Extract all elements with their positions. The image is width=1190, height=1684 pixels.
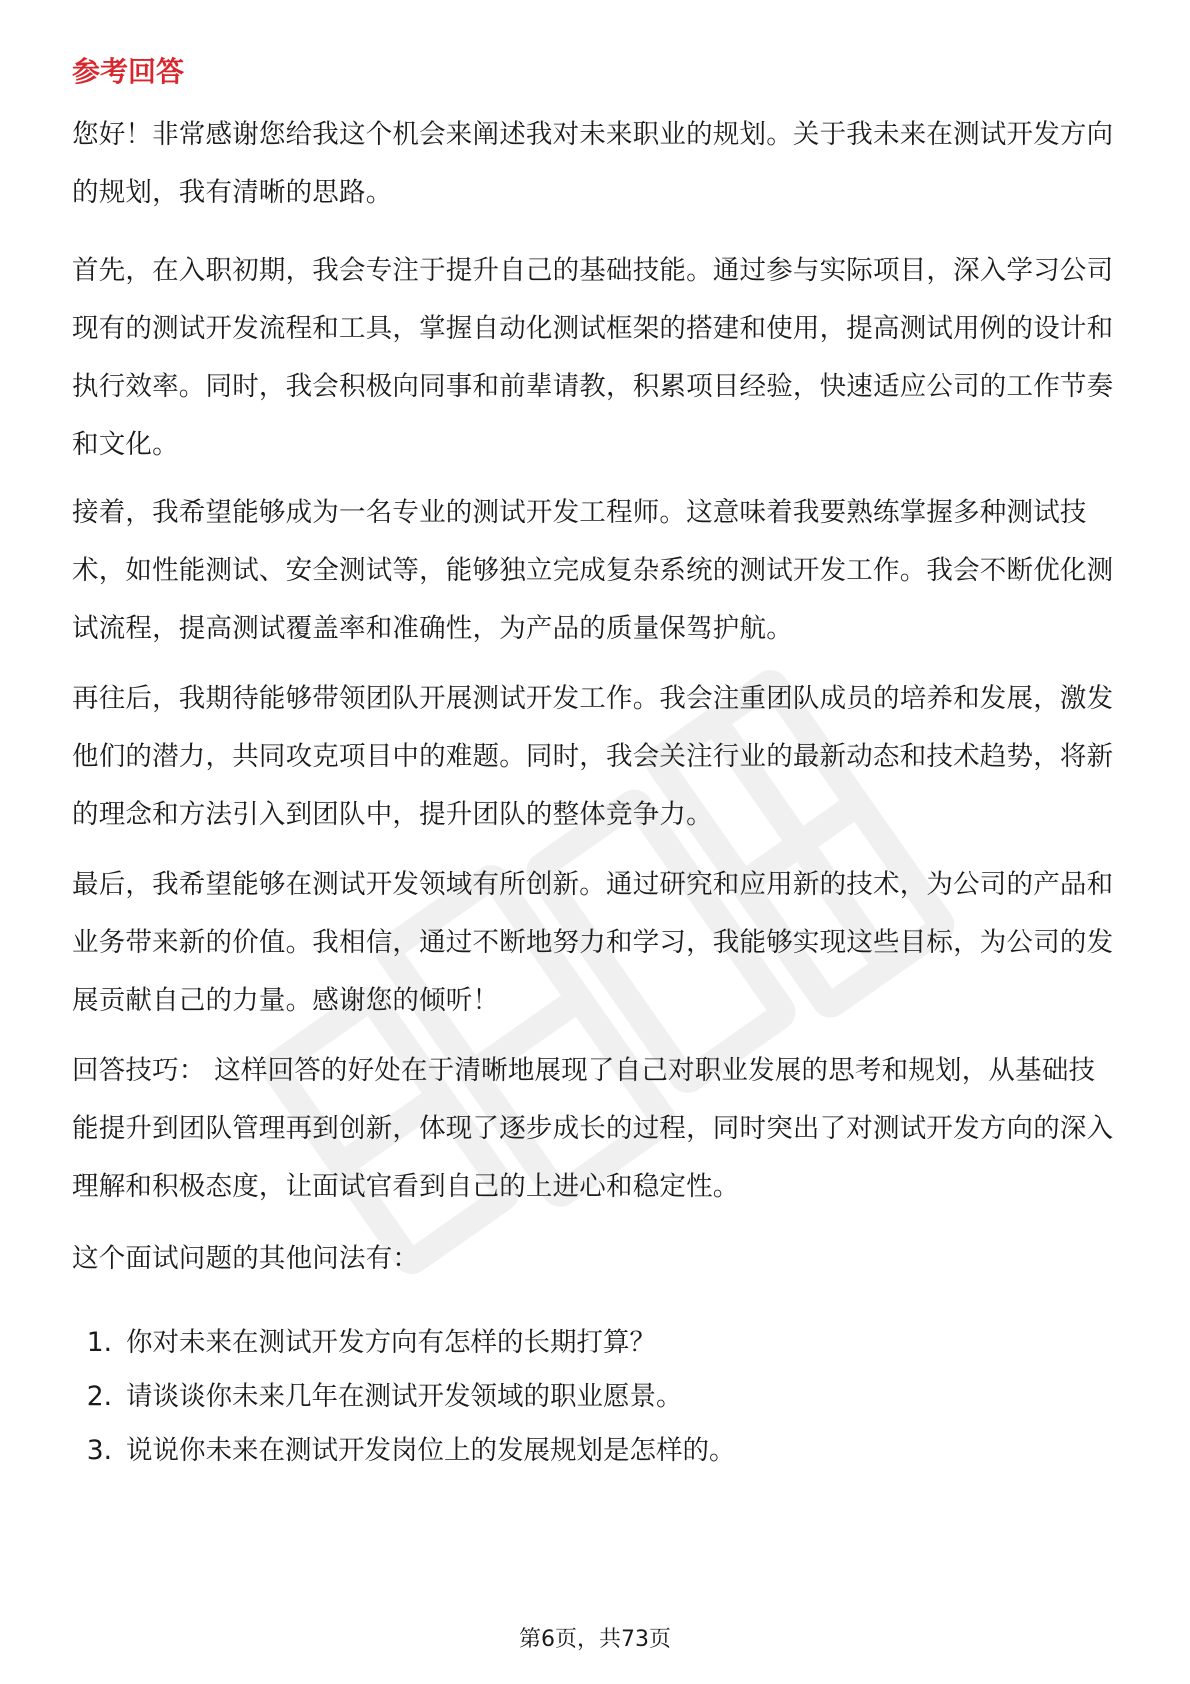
list-item [72,1424,1118,1478]
paragraph-third-stage: 再往后，我期待能够带领团队开展测试开发工作。我会注重团队成员的培养和发展，激发他们的潜力，共同攻克项目中的难题。同时，我会关注行业的最新动态和技术趋势，将新的理念和方法引入到团队中，提升团队的整体竞争力。 [72,683,1114,830]
list-item-number: 2. [86,1381,112,1412]
page-footer: 第6页，共73页 [519,1627,671,1652]
alt-questions-list [72,1316,1118,1478]
paragraph-alt-questions-intro: 这个面试问题的其他问法有： [72,1243,420,1274]
paragraph-intro: 您好！非常感谢您给我这个机会来阐述我对未来职业的规划。关于我未来在测试开发方向的规划，我有清晰的思路。 [72,119,1114,208]
list-item-number: 3. [86,1435,112,1466]
list-item-text: 说说你未来在测试开发岗位上的发展规划是怎样的。 [126,1435,736,1466]
list-item-number: 1. [86,1327,112,1358]
paragraph-second-stage: 接着，我希望能够成为一名专业的测试开发工程师。这意味着我要熟练掌握多种测试技术，如性能测试、安全测试等，能够独立完成复杂系统的测试开发工作。我会不断优化测试流程，提高测试覆盖率和准确性，为产品的质量保驾护航。 [72,497,1114,644]
section-title: 参考回答 [72,55,185,88]
list-item-text: 请谈谈你未来几年在测试开发领域的职业愿景。 [126,1381,683,1412]
list-item [72,1370,1118,1424]
list-item-text: 你对未来在测试开发方向有怎样的长期打算？ [126,1327,656,1358]
paragraph-final-stage: 最后，我希望能够在测试开发领域有所创新。通过研究和应用新的技术，为公司的产品和业务带来新的价值。我相信，通过不断地努力和学习，我能够实现这些目标，为公司的发展贡献自己的力量。感谢您的倾听！ [72,869,1114,1016]
paragraph-first-stage: 首先，在入职初期，我会专注于提升自己的基础技能。通过参与实际项目，深入学习公司现有的测试开发流程和工具，掌握自动化测试框架的搭建和使用，提高测试用例的设计和执行效率。同时，我会积极向同事和前辈请教，积累项目经验，快速适应公司的工作节奏和文化。 [72,255,1114,460]
list-item [72,1316,1118,1370]
paragraph-answer-tips: 回答技巧： 这样回答的好处在于清晰地展现了自己对职业发展的思考和规划，从基础技能提升到团队管理再到创新，体现了逐步成长的过程，同时突出了对测试开发方向的深入理解和积极态度，让面试官看到自己的上进心和稳定性。 [72,1055,1114,1202]
